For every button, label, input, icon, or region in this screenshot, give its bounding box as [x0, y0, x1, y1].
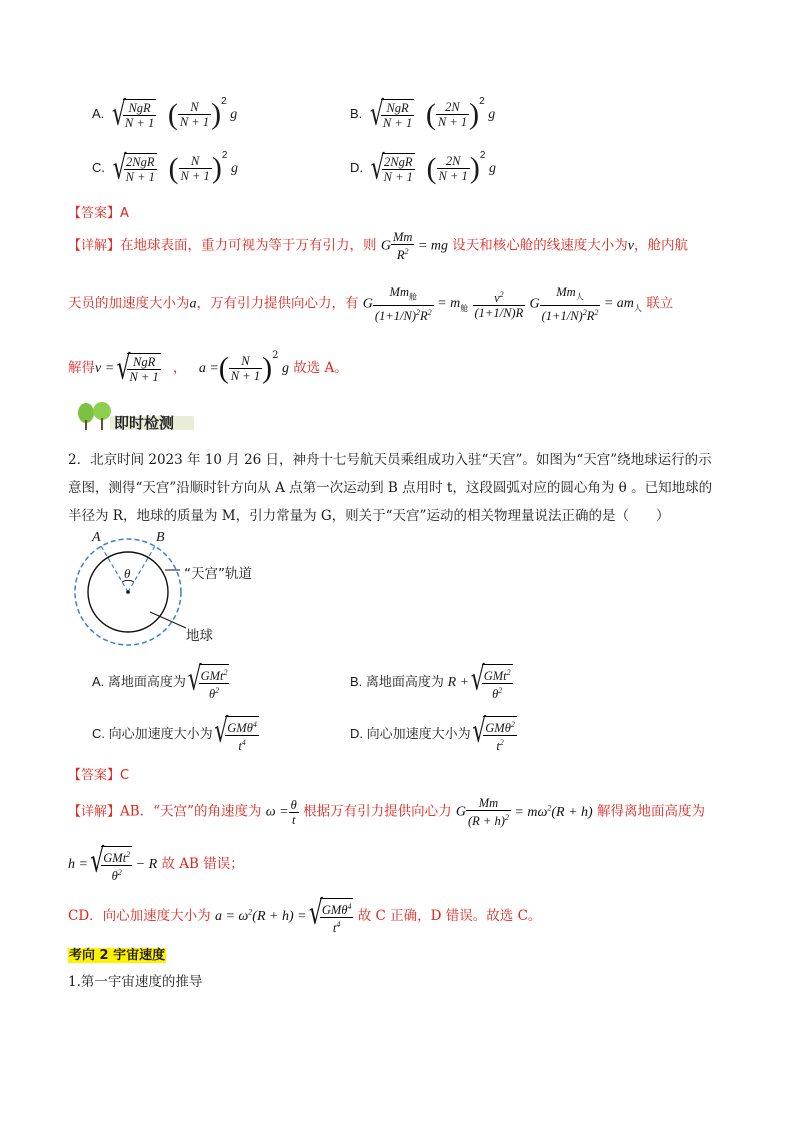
q1-detail-line1: 【详解】在地球表面，重力可视为等于万有引力，则 G $\frac{Mm}{R^2}$ = mg 设天和核心舱的线速度大小为v，舱内航	[68, 230, 688, 263]
q1-detail-line3: 解得v = √ $\frac{\text{NgR}}{N + 1}$ ， a =( $\frac{N}{N + 1}$ )$^2$ g 故选 A。	[68, 350, 348, 386]
q2-line3: 半径为 R，地球的质量为 M，引力常量为 G，则关于“天宫”运动的相关物理量说法正确的是（ ）	[68, 508, 670, 524]
label-a: A	[92, 530, 101, 545]
q1-option-d: D. √ $\frac{\text{2NgR}}{N + 1}$ ( $\frac{2N}{N + 1}$ )$^2$ g	[350, 150, 496, 186]
label-b: B	[156, 530, 165, 545]
q2-line2: 意图，测得“天宫”沿顺时针方向从 A 点第一次运动到 B 点用时 t，这段圆弧对应的圆心角为 θ 。已知地球的	[68, 480, 713, 496]
tree-icon	[76, 402, 114, 432]
label-theta: θ	[124, 566, 131, 581]
q2-detail-ab: 【详解】AB．“天宫”的角速度为 ω = $\frac{\theta}{t}$ 根据万有引力提供向心力 G $\frac{Mm}{(R + h)^2}$ = $m\omega^2(R + h)$ 解得离地面高度为	[68, 796, 705, 829]
q2-option-a: A. 离地面高度为 √ $\frac{GMt^2}{\theta^2}$	[92, 664, 229, 701]
q2-detail-ab-line2: h = √ $\frac{GMt^2}{\theta^2}$ − R 故 AB 错误；	[68, 846, 244, 883]
section-title: 即时检测	[114, 414, 175, 432]
footer-line: 1.第一宇宙速度的推导	[68, 974, 203, 990]
q2-option-b: B. 离地面高度为 R + √ $\frac{GMt^2}{\theta^2}$	[350, 664, 513, 701]
q1-answer: 【答案】A	[68, 206, 129, 221]
q1-option-b: B. √ $\frac{\text{NgR}}{N + 1}$ ( $\frac{2N}{N + 1}$ )$^2$ g	[350, 96, 495, 132]
q2-option-c: C. 向心加速度大小为 √ $\frac{GM\theta^4}{t^4}$	[92, 716, 259, 753]
earth-label: 地球	[186, 628, 213, 644]
q2-option-d: D. 向心加速度大小为 √ $\frac{GM\theta^2}{t^2}$	[350, 716, 517, 753]
q2-line1: 2．北京时间 2023 年 10 月 26 日，神舟十七号航天员乘组成功入驻“天宫”。如图为“天宫”绕地球运行的示	[68, 452, 712, 468]
q1-option-c: C. √ $\frac{\text{2NgR}}{N + 1}$ ( $\frac{N}{N + 1}$ )$^2$ g	[92, 150, 238, 186]
orbit-label: “天宫”轨道	[184, 566, 252, 582]
q2-answer: 【答案】C	[68, 768, 130, 783]
section-header	[76, 402, 196, 432]
section2-title: 考向 2 宇宙速度	[69, 948, 166, 963]
q1-option-a: A. √ $\frac{\text{NgR}}{N + 1}$ ( $\frac{N}{N + 1}$ )$^2$ g	[92, 96, 237, 132]
q2-detail-cd: CD．向心加速度大小为 $a = \omega^2(R + h)$ = √ $\frac{GM\theta^4}{t^4}$ 故 C 正确，D 错误。故选 C。	[68, 898, 541, 935]
q1-detail-line2: 天员的加速度大小为a，万有引力提供向心力，有 G $\frac{Mm_舱}{(1+1/N)^2R^2}$ = $m_舱$ $\frac{v^2}{(1+1/N)R}$ G $\frac{Mm_人}{(1+1/N)^2R^2}$ = $am_人$ 联立	[68, 285, 674, 323]
